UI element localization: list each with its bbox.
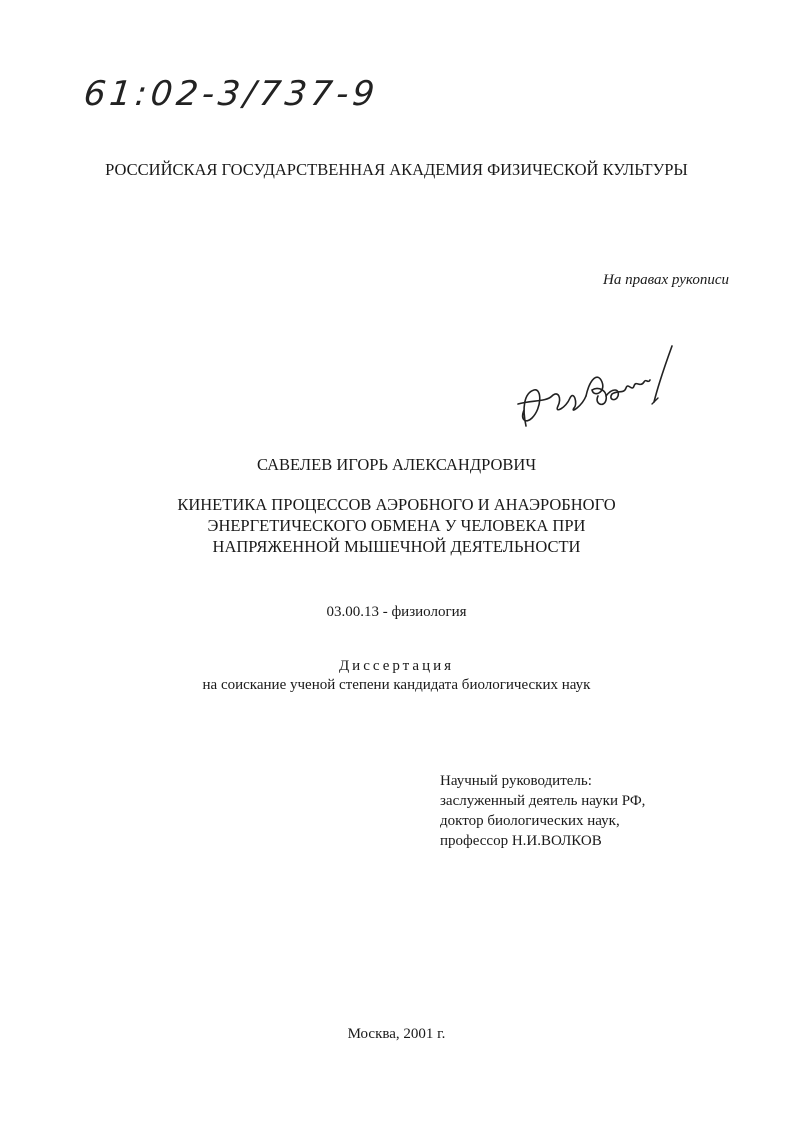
handwritten-signature bbox=[512, 338, 682, 433]
supervisor-line: доктор биологических наук, bbox=[440, 813, 620, 829]
title-line: КИНЕТИКА ПРОЦЕССОВ АЭРОБНОГО И АНАЭРОБНОГО bbox=[177, 495, 616, 514]
city-year: Москва, 2001 г. bbox=[347, 1026, 446, 1042]
degree-line: на соискание ученой степени кандидата биологических наук bbox=[202, 677, 591, 693]
supervisor-line: Научный руководитель: bbox=[440, 773, 592, 789]
document-type: Диссертация bbox=[338, 658, 455, 674]
dissertation-title bbox=[0, 494, 793, 557]
specialty-code: 03.00.13 - физиология bbox=[326, 604, 467, 620]
supervisor-line: профессор Н.И.ВОЛКОВ bbox=[440, 833, 602, 849]
title-line: НАПРЯЖЕННОЙ МЫШЕЧНОЙ ДЕЯТЕЛЬНОСТИ bbox=[212, 537, 581, 556]
supervisor-line: заслуженный деятель науки РФ, bbox=[440, 793, 646, 809]
title-line: ЭНЕРГЕТИЧЕСКОГО ОБМЕНА У ЧЕЛОВЕКА ПРИ bbox=[207, 516, 586, 535]
supervisor-block bbox=[440, 771, 645, 851]
author-name: САВЕЛЕВ ИГОРЬ АЛЕКСАНДРОВИЧ bbox=[256, 455, 537, 474]
institution-name: РОССИЙСКАЯ ГОСУДАРСТВЕННАЯ АКАДЕМИЯ ФИЗИЧЕСКОЙ КУЛЬТУРЫ bbox=[105, 160, 688, 179]
handwritten-archive-code: 61:02-3/737-9 bbox=[81, 74, 381, 114]
rights-note: На правах рукописи bbox=[603, 272, 729, 288]
